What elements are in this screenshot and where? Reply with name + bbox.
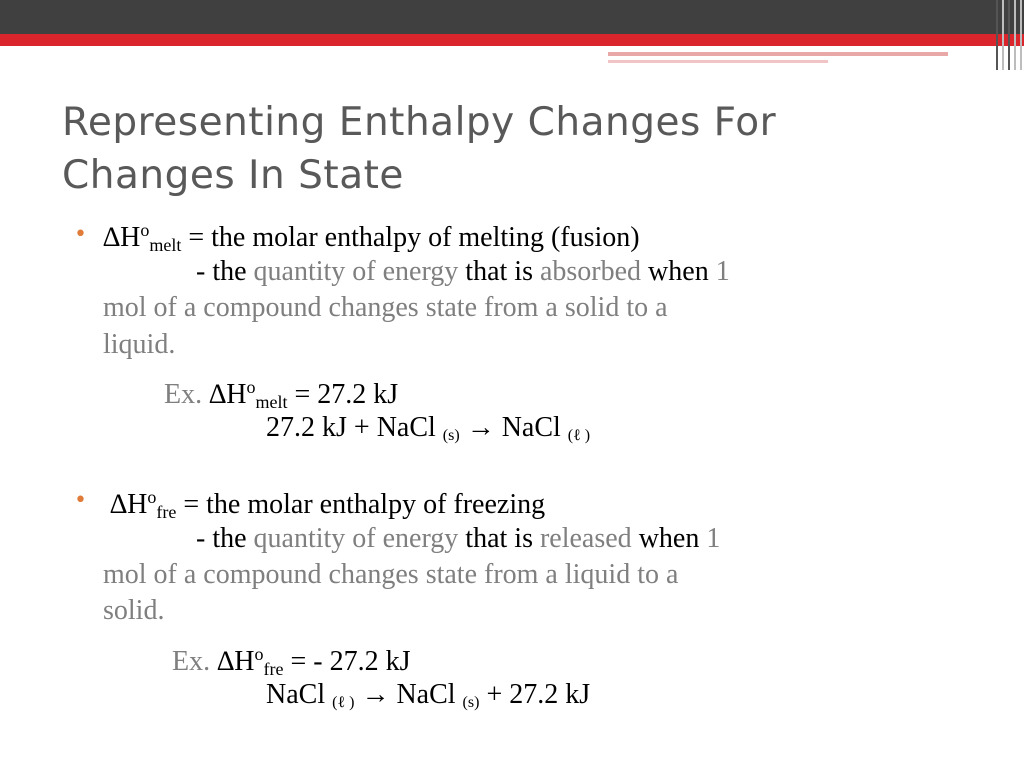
equation-right: + 27.2 kJ — [479, 679, 591, 710]
title-line-1: Representing Enthalpy Changes For — [62, 100, 777, 145]
heading-text: = the molar enthalpy of freezing — [176, 489, 546, 520]
subscript-melt: melt — [255, 392, 288, 412]
desc-quantity: quantity of energy — [253, 523, 459, 554]
desc-verb: absorbed — [539, 256, 642, 287]
state-solid: (s) — [442, 427, 460, 444]
bullet-1-equation — [266, 410, 590, 454]
title-line-2: Changes In State — [62, 153, 404, 198]
state-liquid: (ℓ ) — [567, 427, 591, 444]
subscript-melt: melt — [149, 235, 182, 255]
desc-when: when — [631, 523, 707, 554]
delta-h-symbol: ∆H — [103, 222, 141, 253]
desc-that: that is — [458, 523, 540, 554]
desc-that: that is — [458, 256, 540, 287]
bullet-1-desc-line1 — [196, 254, 730, 290]
desc-quantity: quantity of energy — [253, 256, 459, 287]
equation-arrow: → NaCl — [459, 412, 568, 443]
subscript-fre: fre — [156, 502, 177, 522]
bullet-1-desc-line3: liquid. — [103, 329, 176, 360]
equation-left: 27.2 kJ + NaCl — [266, 412, 443, 443]
desc-dash: - the — [196, 256, 254, 287]
delta-h-symbol: ∆H — [209, 379, 247, 410]
degree-symbol: o — [254, 644, 264, 664]
example-label: Ex. — [164, 379, 210, 410]
bullet-2-marker: • — [74, 488, 87, 513]
bullet-2-equation — [266, 677, 590, 721]
example-value: = 27.2 kJ — [287, 379, 399, 410]
accent-strip — [608, 52, 948, 56]
bullet-1-marker: • — [74, 222, 87, 247]
desc-one: 1 — [706, 523, 721, 554]
equation-arrow: → NaCl — [354, 679, 463, 710]
equation-left: NaCl — [266, 679, 333, 710]
desc-when: when — [641, 256, 716, 287]
degree-symbol: o — [140, 220, 150, 240]
desc-dash: - the — [196, 523, 254, 554]
accent-strip-small — [608, 60, 828, 63]
bullet-2-desc-line3: solid. — [103, 595, 165, 626]
state-liquid: (ℓ ) — [332, 694, 355, 711]
delta-h-symbol: ∆H — [110, 489, 148, 520]
desc-one: 1 — [715, 256, 730, 287]
example-label: Ex. — [172, 646, 218, 677]
example-value: = - 27.2 kJ — [283, 646, 411, 677]
bullet-2-desc-line1 — [196, 521, 720, 557]
bullet-2-desc-line2: mol of a compound changes state from a liquid to a — [103, 559, 679, 590]
heading-text: = the molar enthalpy of melting (fusion) — [181, 222, 640, 253]
degree-symbol: o — [246, 377, 256, 397]
top-header-bar — [0, 0, 1024, 34]
delta-h-symbol: ∆H — [217, 646, 255, 677]
degree-symbol: o — [147, 487, 157, 507]
bullet-1-desc-line2: mol of a compound changes state from a solid to a — [103, 292, 668, 323]
desc-verb: released — [539, 523, 632, 554]
state-solid: (s) — [462, 694, 480, 711]
subscript-fre: fre — [263, 659, 284, 679]
slide-title — [62, 96, 962, 202]
red-accent-bar — [0, 34, 1024, 46]
decorative-lines — [994, 0, 1024, 70]
